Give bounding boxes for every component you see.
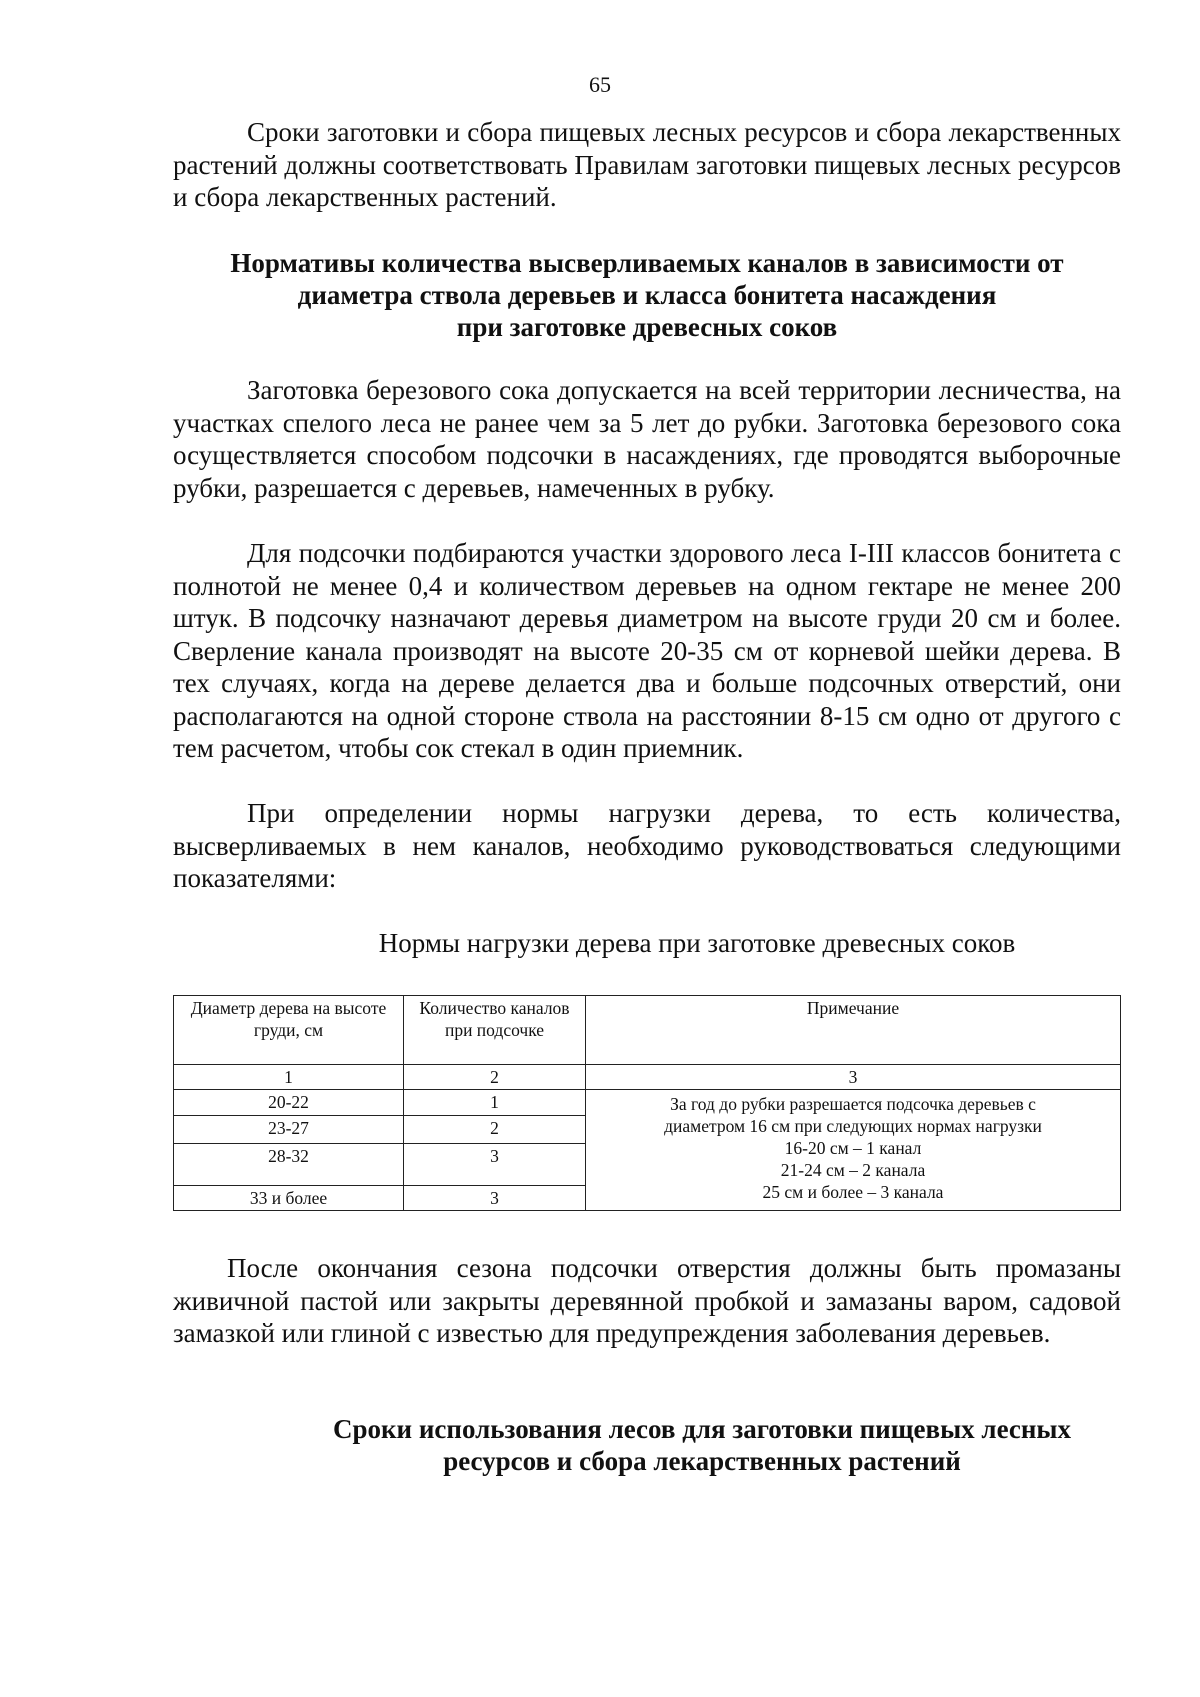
table-caption: Нормы нагрузки дерева при заготовке древесных соков xyxy=(378,928,1016,958)
diameter-cell: 23-27 xyxy=(174,1116,404,1144)
column-number: 3 xyxy=(586,1065,1121,1090)
section2-title xyxy=(173,1413,1121,1477)
section2-title-line: Сроки использования лесов для заготовки пищевых лесных xyxy=(332,1414,1072,1444)
diameter-cell: 20-22 xyxy=(174,1090,404,1116)
header-note: Примечание xyxy=(586,996,1121,1065)
section2-title-line: ресурсов и сбора лекарственных растений xyxy=(443,1446,961,1476)
table-header-row xyxy=(174,996,1121,1065)
channels-cell: 1 xyxy=(404,1090,586,1116)
channels-cell: 3 xyxy=(404,1186,586,1211)
diameter-cell: 28-32 xyxy=(174,1144,404,1186)
header-diameter: Диаметр дерева на высоте груди, см xyxy=(174,996,404,1065)
channels-cell: 3 xyxy=(404,1144,586,1186)
page-number: 65 xyxy=(589,72,611,97)
note-line: 21-24 см – 2 канала xyxy=(780,1160,926,1180)
tapping-norms-table xyxy=(173,995,1121,1211)
after-table-paragraph: После окончания сезона подсочки отверстия должны быть промазаны живичной пастой или закрыты деревянной пробкой и замазаны варом, садовой замазкой или глиной с известью для предупреждения заболевания деревьев. xyxy=(173,1253,1121,1348)
tapping-requirements-paragraph: Для подсочки подбираются участки здорового леса I-III классов бонитета с полнотой не менее 0,4 и количеством деревьев на одном гектаре не менее 200 штук. В подсочку назначают деревья диаметром на высоте груди 20 см и более. Сверление канала производят на высоте 20-35 см от корневой шейки дерева. В тех случаях, когда на дереве делается два и больше подсочных отверстий, они располагаются на одной стороне ствола на расстоянии 8-15 см одно от другого с тем расчетом, чтобы сок стекал в один приемник. xyxy=(173,538,1121,763)
section1-title xyxy=(173,247,1121,343)
section1-title-line: при заготовке древесных соков xyxy=(456,312,838,342)
section1-title-line: Нормативы количества высверливаемых каналов в зависимости от xyxy=(230,248,1064,278)
intro-paragraph: Сроки заготовки и сбора пищевых лесных ресурсов и сбора лекарственных растений должны соответствовать Правилам заготовки пищевых лесных ресурсов и сбора лекарственных растений. xyxy=(173,117,1121,212)
column-number: 1 xyxy=(174,1065,404,1090)
note-cell xyxy=(586,1090,1121,1211)
channels-cell: 2 xyxy=(404,1116,586,1144)
note-line: За год до рубки разрешается подсочка деревьев с xyxy=(670,1094,1036,1114)
column-number-row xyxy=(174,1065,1121,1090)
column-number: 2 xyxy=(404,1065,586,1090)
note-line: 16-20 см – 1 канал xyxy=(784,1138,922,1158)
table-row xyxy=(174,1090,1121,1116)
diameter-cell: 33 и более xyxy=(174,1186,404,1211)
birch-sap-paragraph: Заготовка березового сока допускается на всей территории лесничества, на участках спелого леса не ранее чем за 5 лет до рубки. Заготовка березового сока осуществляется способом подсочки в насаждениях, где проводятся выборочные рубки, разрешается с деревьев, намеченных в рубку. xyxy=(173,375,1121,503)
section1-title-line: диаметра ствола деревьев и класса бонитета насаждения xyxy=(297,280,997,310)
note-line: 25 см и более – 3 канала xyxy=(762,1182,944,1202)
header-channels: Количество каналов при подсочке xyxy=(404,996,586,1065)
note-line: диаметром 16 см при следующих нормах нагрузки xyxy=(664,1116,1042,1136)
load-norms-paragraph: При определении нормы нагрузки дерева, то есть количества, высверливаемых в нем каналов, необходимо руководствоваться следующими показателями: xyxy=(173,798,1121,893)
